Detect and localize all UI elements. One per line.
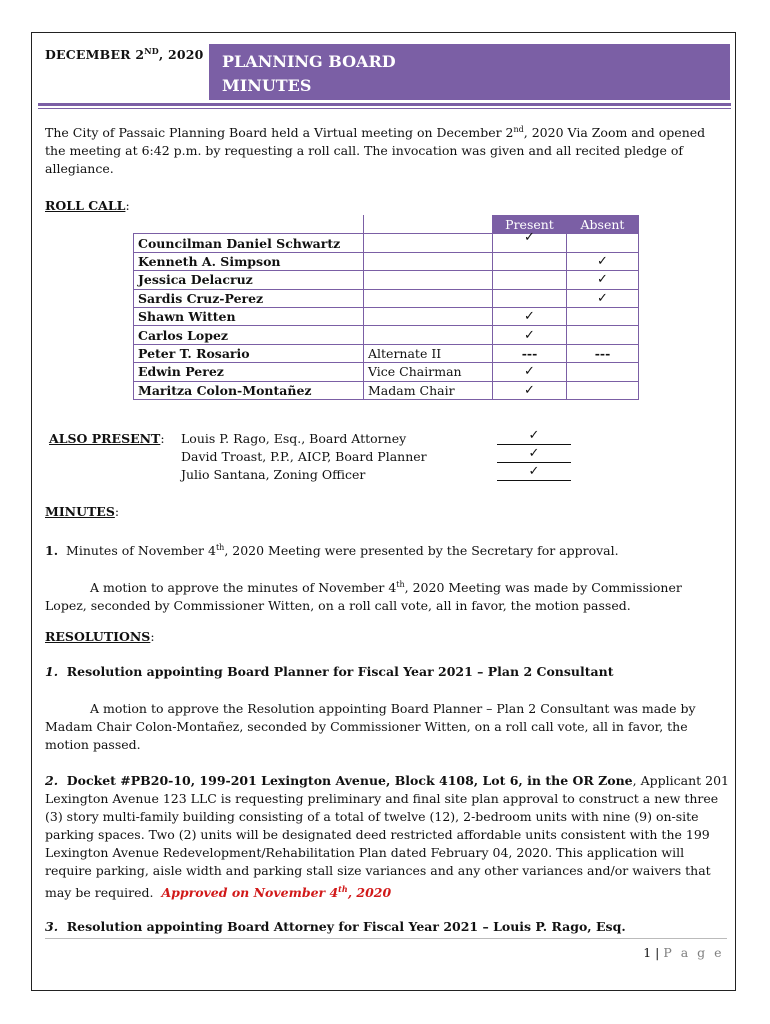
table-row: Councilman Daniel Schwartz ✓: [134, 234, 639, 252]
table-row: Shawn Witten ✓: [134, 307, 639, 325]
checkmark-icon: ✓: [567, 271, 639, 289]
page-title: PLANNING BOARD MINUTES: [209, 44, 730, 100]
checkmark-icon: ✓: [567, 252, 639, 270]
also-present-person: Julio Santana, Zoning Officer: [181, 467, 366, 482]
header-rule-thin: [38, 108, 731, 109]
table-row: Edwin Perez Vice Chairman ✓: [134, 363, 639, 381]
checkmark-icon: ✓: [497, 446, 571, 463]
checkmark-icon: ✓: [493, 381, 567, 399]
table-row: Maritza Colon-Montañez Madam Chair ✓: [134, 381, 639, 399]
checkmark-icon: ✓: [493, 307, 567, 325]
checkmark-icon: ✓: [497, 428, 571, 445]
col-present: Present: [493, 216, 567, 234]
roll-call-heading: ROLL CALL:: [45, 198, 130, 213]
also-present-heading: ALSO PRESENT:: [49, 431, 165, 446]
intro-paragraph: The City of Passaic Planning Board held a Virtual meeting on December 2nd, 2020 Via Zoom and opened the meeting at 6:42 p.m. by requesting a roll call. The invocation was given and all recited pledge of allegiance.: [45, 125, 706, 177]
also-present-person: Louis P. Rago, Esq., Board Attorney: [181, 431, 407, 446]
table-row: Kenneth A. Simpson ✓: [134, 252, 639, 270]
resolutions-heading: RESOLUTIONS:: [45, 629, 155, 644]
checkmark-icon: ✓: [493, 230, 567, 248]
resolution-1-motion: A motion to approve the Resolution appointing Board Planner – Plan 2 Consultant was made by Madam Chair Colon-Montañez, seconded by Commissioner Witten, on a roll call vote, all in favor, the motion passed.: [45, 701, 696, 752]
footer-rule: [45, 938, 727, 939]
page-number: 1 | P a g e: [643, 945, 724, 960]
checkmark-icon: ✓: [497, 464, 571, 481]
resolution-1-title: 1. Resolution appointing Board Planner for Fiscal Year 2021 – Plan 2 Consultant: [45, 664, 614, 679]
table-row: Carlos Lopez ✓: [134, 326, 639, 344]
roll-call-table: [133, 215, 639, 400]
minutes-item: 1. Minutes of November 4th, 2020 Meeting were presented by the Secretary for approval.: [45, 543, 619, 559]
minutes-motion: A motion to approve the minutes of November 4th, 2020 Meeting was made by Commissioner Lopez, seconded by Commissioner Witten, on a roll call vote, all in favor, the motion passed.: [45, 580, 682, 614]
table-row: Sardis Cruz-Perez ✓: [134, 289, 639, 307]
checkmark-icon: ✓: [493, 326, 567, 344]
table-row: Jessica Delacruz ✓: [134, 271, 639, 289]
also-present-person: David Troast, P.P., AICP, Board Planner: [181, 449, 427, 464]
col-absent: Absent: [567, 216, 639, 234]
resolution-2: 2. Docket #PB20-10, 199-201 Lexington Avenue, Block 4108, Lot 6, in the OR Zone, Applicant 201 Lexington Avenue 123 LLC is requesting preliminary and final site plan approval to construct a new three (3) story multi-family building consisting of a total of twelve (12), 2-bedroom units with nine (9) on-site parking spaces. Two (2) units will be designated deed restricted affordable units consistent with the 199 Lexington Avenue Redevelopment/Rehabilitation Plan dated February 04, 2020. This application will require parking, aisle width and parking stall size variances and any other variances and/or waivers that may be required. Approved on November 4th, 2020: [45, 773, 729, 901]
approval-status: Approved on November 4th, 2020: [161, 884, 392, 901]
meeting-date: DECEMBER 2ND, 2020: [45, 46, 204, 63]
checkmark-icon: ✓: [493, 363, 567, 381]
checkmark-icon: ✓: [567, 289, 639, 307]
resolution-3-title: 3. Resolution appointing Board Attorney for Fiscal Year 2021 – Louis P. Rago, Esq.: [45, 919, 626, 934]
minutes-heading: MINUTES:: [45, 504, 120, 519]
table-row: Peter T. Rosario Alternate II --- ---: [134, 344, 639, 362]
header-rule: [38, 103, 731, 106]
